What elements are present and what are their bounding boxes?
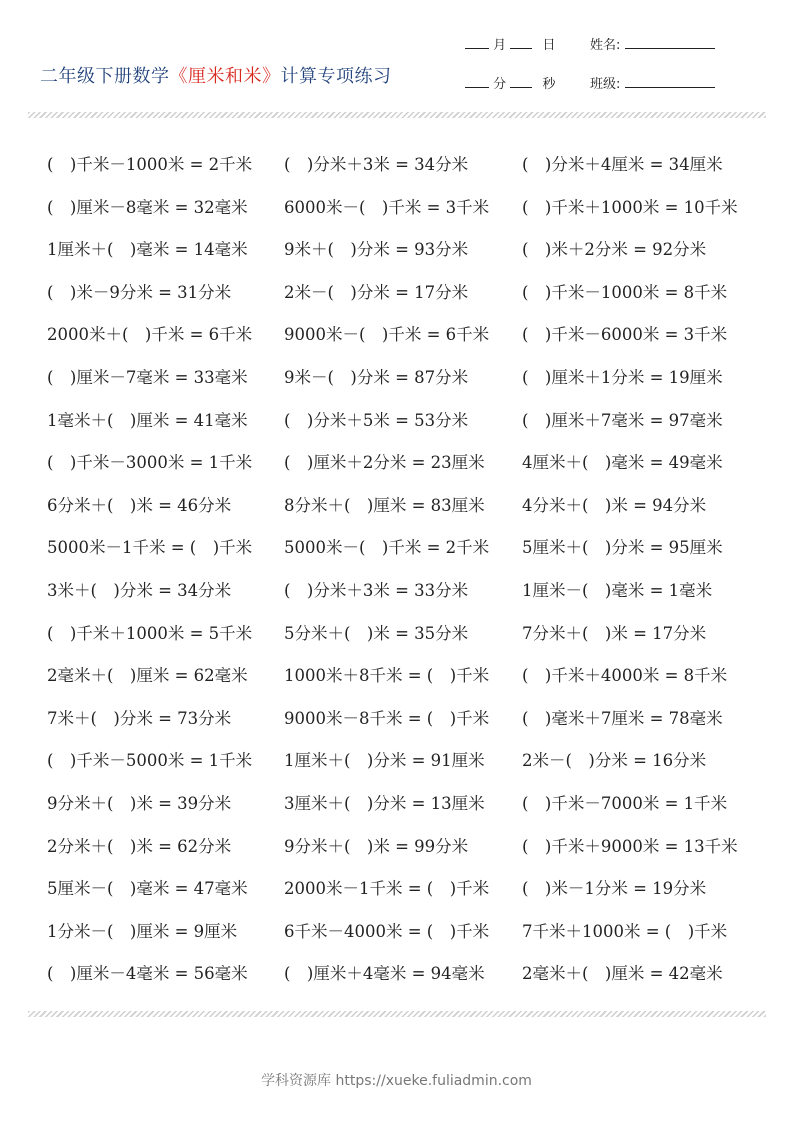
problem[interactable]: 9分米＋( )米 = 39分米 [47, 793, 232, 813]
problem[interactable]: 6千米－4000米 = ( )千米 [284, 921, 490, 941]
name-label: 姓名: [590, 38, 621, 53]
problem[interactable]: 3厘米＋( )分米 = 13厘米 [284, 793, 485, 813]
problem[interactable]: 7千米＋1000米 = ( )千米 [522, 921, 728, 941]
problem[interactable]: ( )毫米＋7厘米 = 78毫米 [522, 708, 723, 728]
problem[interactable]: ( )千米－5000米 = 1千米 [47, 751, 253, 771]
top-divider [28, 112, 766, 118]
problem[interactable]: ( )千米＋9000米 = 13千米 [522, 836, 738, 856]
problem[interactable]: ( )千米－7000米 = 1千米 [522, 793, 728, 813]
problem[interactable]: ( )厘米＋1分米 = 19厘米 [522, 367, 723, 387]
date-field[interactable] [465, 34, 555, 53]
problem[interactable]: 2000米＋( )千米 = 6千米 [47, 325, 253, 345]
problem[interactable]: 6分米＋( )米 = 46分米 [47, 495, 232, 515]
problem[interactable]: 2分米＋( )米 = 62分米 [47, 836, 232, 856]
problem[interactable]: 5分米＋( )米 = 35分米 [284, 623, 469, 643]
class-label: 班级: [590, 77, 621, 92]
problem[interactable]: 7分米＋( )米 = 17分米 [522, 623, 707, 643]
month-label: 月 [493, 38, 507, 53]
problem[interactable]: 4分米＋( )米 = 94分米 [522, 495, 707, 515]
day-label: 日 [542, 38, 556, 53]
minute-label: 分 [493, 77, 507, 92]
problem[interactable]: 9000米－( )千米 = 6千米 [284, 325, 490, 345]
problem[interactable]: ( )厘米＋4毫米 = 94毫米 [284, 964, 485, 984]
problem-grid [47, 151, 767, 1003]
problem[interactable]: ( )厘米－8毫米 = 32毫米 [47, 197, 248, 217]
problem[interactable]: 3米＋( )分米 = 34分米 [47, 580, 232, 600]
title-topic: 《厘米和米》 [169, 66, 281, 87]
problem[interactable]: 4厘米＋( )毫米 = 49毫米 [522, 453, 723, 473]
problem[interactable]: 1000米＋8千米 = ( )千米 [284, 666, 490, 686]
problem[interactable]: 5000米－1千米 = ( )千米 [47, 538, 253, 558]
page-title [40, 62, 392, 88]
footer-source: 学科资源库 https://xueke.fuliadmin.com [261, 1073, 532, 1089]
problem[interactable]: 5厘米－( )毫米 = 47毫米 [47, 879, 248, 899]
problem[interactable]: 9000米－8千米 = ( )千米 [284, 708, 490, 728]
problem[interactable]: ( )千米－1000米 = 8千米 [522, 282, 728, 302]
problem[interactable]: 9分米＋( )米 = 99分米 [284, 836, 469, 856]
problem[interactable]: ( )千米－6000米 = 3千米 [522, 325, 728, 345]
problem[interactable]: 2毫米＋( )厘米 = 62毫米 [47, 666, 248, 686]
problem[interactable]: ( )分米＋3米 = 33分米 [284, 580, 469, 600]
problem[interactable]: 5000米－( )千米 = 2千米 [284, 538, 490, 558]
problem[interactable]: 2米－( )分米 = 17分米 [284, 282, 469, 302]
name-field[interactable] [590, 34, 715, 53]
problem[interactable]: ( )千米＋4000米 = 8千米 [522, 666, 728, 686]
problem[interactable]: ( )千米＋1000米 = 10千米 [522, 197, 738, 217]
title-practice: 计算专项练习 [280, 66, 392, 87]
second-label: 秒 [542, 77, 556, 92]
problem[interactable]: ( )厘米－4毫米 = 56毫米 [47, 964, 248, 984]
problem[interactable]: ( )千米＋1000米 = 5千米 [47, 623, 253, 643]
problem[interactable]: ( )千米－3000米 = 1千米 [47, 453, 253, 473]
problem[interactable]: 1厘米＋( )毫米 = 14毫米 [47, 240, 248, 260]
problem[interactable]: 2毫米＋( )厘米 = 42毫米 [522, 964, 723, 984]
problem[interactable]: 2米－( )分米 = 16分米 [522, 751, 707, 771]
problem[interactable]: 6000米－( )千米 = 3千米 [284, 197, 490, 217]
problem[interactable]: 1厘米＋( )分米 = 91厘米 [284, 751, 485, 771]
problem[interactable]: ( )厘米＋2分米 = 23厘米 [284, 453, 485, 473]
problem[interactable]: ( )分米＋5米 = 53分米 [284, 410, 469, 430]
problem[interactable]: ( )分米＋3米 = 34分米 [284, 155, 469, 174]
problem[interactable]: ( )分米＋4厘米 = 34厘米 [522, 155, 723, 174]
problem[interactable]: 2000米－1千米 = ( )千米 [284, 879, 490, 899]
problem[interactable]: ( )米－1分米 = 19分米 [522, 879, 707, 899]
problem[interactable]: 8分米＋( )厘米 = 83厘米 [284, 495, 485, 515]
problem[interactable]: 1厘米－( )毫米 = 1毫米 [522, 580, 713, 600]
problem[interactable]: 7米＋( )分米 = 73分米 [47, 708, 232, 728]
problem[interactable]: ( )千米－1000米 = 2千米 [47, 155, 253, 174]
problem[interactable]: 9米－( )分米 = 87分米 [284, 367, 469, 387]
problem[interactable]: ( )米＋2分米 = 92分米 [522, 240, 707, 260]
problem[interactable]: ( )米－9分米 = 31分米 [47, 282, 232, 302]
problem[interactable]: 5厘米＋( )分米 = 95厘米 [522, 538, 723, 558]
problem[interactable]: 9米＋( )分米 = 93分米 [284, 240, 469, 260]
problem[interactable]: 1毫米＋( )厘米 = 41毫米 [47, 410, 248, 430]
time-field[interactable] [465, 73, 555, 92]
title-grade: 二年级下册数学 [40, 66, 170, 87]
problem[interactable]: ( )厘米＋7毫米 = 97毫米 [522, 410, 723, 430]
class-field[interactable] [590, 73, 715, 92]
problem[interactable]: ( )厘米－7毫米 = 33毫米 [47, 367, 248, 387]
problem[interactable]: 1分米－( )厘米 = 9厘米 [47, 921, 238, 941]
bottom-divider [28, 1011, 766, 1017]
